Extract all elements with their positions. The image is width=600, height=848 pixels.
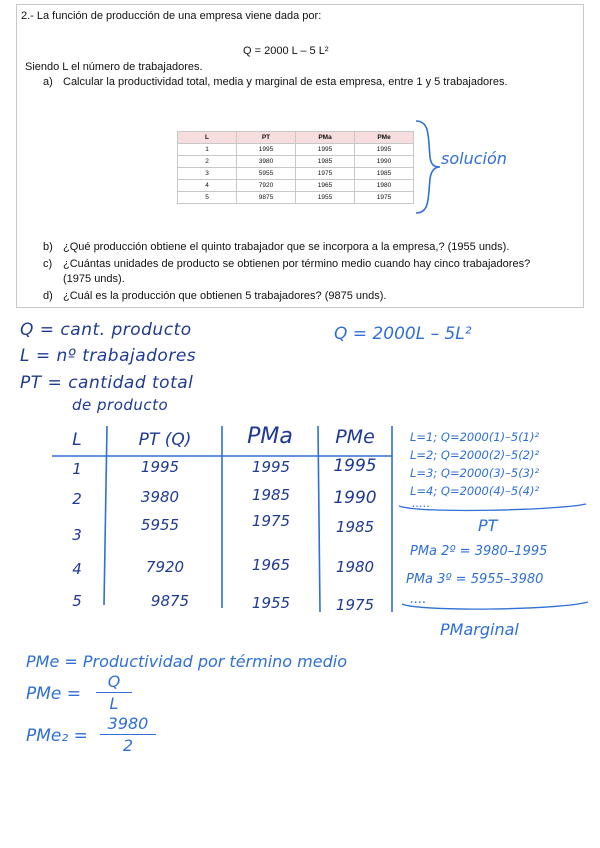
pt-label: PT [478, 516, 498, 535]
table-row: 4 7920 1965 1980 [178, 180, 414, 192]
problem-intro: Siendo L el número de trabajadores. [25, 61, 203, 73]
pt-calc: L=2; Q=2000(2)–5(2)² [410, 448, 540, 462]
pme-formula-lhs: PMe = [26, 684, 82, 704]
pt-calc: ..... [412, 496, 431, 510]
def-l: L = nº trabajadores [20, 346, 197, 366]
table-header: PMe [355, 132, 414, 144]
item-d-text: ¿Cuál es la producción que obtienen 5 trabajadores? (9875 unds). [63, 290, 387, 302]
table-header: PT [237, 132, 296, 144]
pma-calc: PMa 3º = 5955–3980 [406, 572, 544, 587]
def-pt-cont: de producto [72, 396, 169, 414]
pma-calc: PMa 2º = 3980–1995 [410, 544, 548, 559]
hand-table-header: PMa [247, 424, 293, 449]
pma-label: PMarginal [440, 620, 519, 639]
pme-fraction: Q L [96, 672, 132, 713]
table-row: 5 9875 1955 1975 [178, 192, 414, 204]
pme2-fraction: 3980 2 [100, 714, 156, 755]
table-header: PMa [296, 132, 355, 144]
item-a-label: a) [43, 76, 53, 88]
table-row: 2 3980 1985 1990 [178, 156, 414, 168]
item-c-text: ¿Cuántas unidades de producto se obtienen por término medio cuando hay cinco trabajadores? (1975 unds). [63, 258, 531, 285]
hand-table-header: PT (Q) [138, 430, 192, 450]
production-formula: Q = 2000 L – 5 L² [243, 45, 329, 57]
pt-calc: L=3; Q=2000(3)–5(3)² [410, 466, 540, 480]
brace-label: solución [441, 149, 507, 168]
def-pt: PT = cantidad total [20, 373, 194, 393]
hand-table-header: L [72, 430, 82, 450]
pt-calc: L=1; Q=2000(1)–5(1)² [410, 430, 540, 444]
hand-formula: Q = 2000L – 5L² [334, 324, 472, 344]
pme-definition: PMe = Productividad por término medio [26, 652, 347, 671]
def-q: Q = cant. producto [20, 320, 192, 340]
item-a-text: Calcular la productividad total, media y marginal de esta empresa, entre 1 y 5 trabajadores. [63, 76, 508, 88]
item-b-label: b) [43, 241, 53, 253]
pt-calc: L=4; Q=2000(4)–5(4)² [410, 484, 540, 498]
item-c-label: c) [43, 258, 53, 270]
item-b-text: ¿Qué producción obtiene el quinto trabajador que se incorpora a la empresa,? (1955 unds). [63, 241, 510, 253]
item-d-label: d) [43, 290, 53, 302]
table-row: 3 5955 1975 1985 [178, 168, 414, 180]
problem-title: 2.- La función de producción de una empresa viene dada por: [21, 10, 322, 22]
pma-calc: .... [410, 592, 427, 607]
pme2-lhs: PMe₂ = [26, 726, 88, 746]
table-row: 1 1995 1995 1995 [178, 144, 414, 156]
hand-table-header: PMe [335, 426, 375, 448]
table-header: L [178, 132, 237, 144]
